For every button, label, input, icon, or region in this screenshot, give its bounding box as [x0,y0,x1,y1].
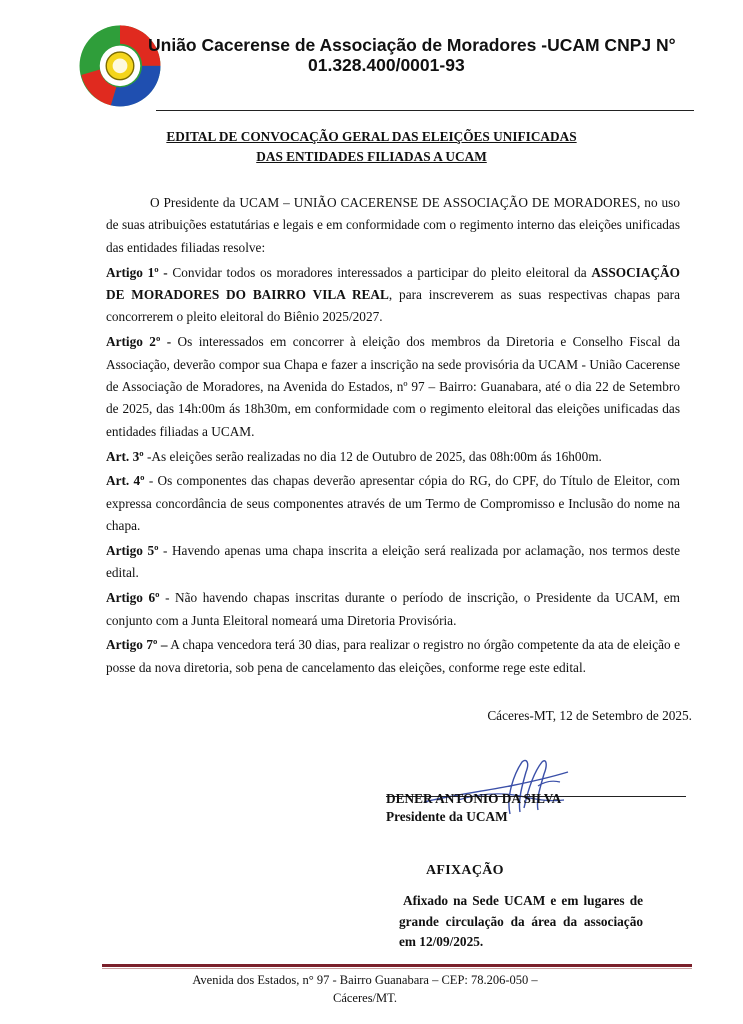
article-1-text-post: , para inscreverem as suas respectivas chapas para concorrerem o pleito eleitoral do Biênio 2025/2027. [106,287,680,325]
signatory-name: DENER ANTONIO DA SILVA [386,791,562,806]
org-cnpj: 01.328.400/0001-93 [308,55,465,75]
edital-title-line2: DAS ENTIDADES FILIADAS A UCAM [256,149,487,164]
article-1 [106,262,680,329]
header-divider [156,110,694,111]
edital-title-line1: EDITAL DE CONVOCAÇÃO GERAL DAS ELEIÇÕES UNIFICADAS [166,129,577,144]
article-4-label: Art. 4º [106,473,145,489]
article-7 [106,634,680,679]
article-6-text: - Não havendo chapas inscritas durante o período de inscrição, o Presidente da UCAM, em conjunto com a Junta Eleitoral nomeará uma Diretoria Provisória. [106,590,680,628]
org-name: União Cacerense de Associação de Moradores -UCAM CNPJ N° [148,35,676,55]
article-1-label: Artigo 1º - [106,264,168,280]
article-4 [106,470,680,537]
article-2-text: Os interessados em concorrer à eleição dos membros da Diretoria e Conselho Fiscal da Associação, deverão compor sua Chapa e fazer a inscrição na sede provisória da UCAM - União Cacerense de Associação de Moradores, na Avenida do Estados, nº 97 – Bairro: Guanabara, até o dia 22 de Setembro de 2025, das 14h:00m ás 18h30m, em conformidade com o regimento eleitoral das eleições unificadas das entidades filiadas a UCAM. [106,334,681,439]
article-1-text-pre: Convidar todos os moradores interessados a participar do pleito eleitoral da [167,264,592,280]
afixacao-heading: AFIXAÇÃO [426,863,504,878]
intro-paragraph: O Presidente da UCAM – UNIÃO CACERENSE DE ASSOCIAÇÃO DE MORADORES, no uso de suas atribuições estatutárias e legais e em conformidade com o regimento interno das eleições unificadas das entidades filiadas resolve: [106,195,680,255]
article-5-label: Artigo 5º [106,543,159,559]
article-1-association: ASSOCIAÇÃO DE MORADORES DO BAIRRO VILA REAL [106,264,680,303]
article-3 [106,446,680,468]
place-date: Cáceres-MT, 12 de Setembro de 2025. [487,708,692,723]
footer-address-line2: Cáceres/MT. [333,991,397,1005]
article-2-label: Artigo 2º - [106,334,172,350]
article-7-text: A chapa vencedora terá 30 dias, para realizar o registro no órgão competente da ata de eleição e posse da nova diretoria, sob pena de cancelamento das eleições, conforme rege este edital. [106,637,680,675]
footer-divider-thin [102,968,692,969]
article-3-label: Art. 3º [106,448,144,464]
article-7-label: Artigo 7º – [106,637,168,653]
footer-address [150,971,580,1007]
signatory [386,790,561,826]
article-2 [106,331,680,443]
article-6 [106,587,680,632]
article-6-label: Artigo 6º [106,590,160,606]
footer-address-line1: Avenida dos Estados, n° 97 - Bairro Guanabara – CEP: 78.206-050 – [192,973,538,987]
org-title [148,35,708,75]
footer-divider [102,964,692,967]
article-3-text: -As eleições serão realizadas no dia 12 de Outubro de 2025, das 08h:00m ás 16h00m. [143,448,602,464]
edital-body [106,192,680,682]
signatory-role: Presidente da UCAM [386,809,508,824]
edital-title [0,127,743,167]
article-5-text: - Havendo apenas uma chapa inscrita a eleição será realizada por aclamação, nos termos deste edital. [106,543,680,581]
afixacao-text: Afixado na Sede UCAM e em lugares de grande circulação da área da associação em 12/09/2025. [399,893,643,949]
article-4-text: - Os componentes das chapas deverão apresentar cópia do RG, do CPF, do Título de Eleitor, com expressa concordância de seus componentes através de um Termo de Compromisso e Inclusão do nome na chapa. [106,473,680,534]
article-5 [106,540,680,585]
